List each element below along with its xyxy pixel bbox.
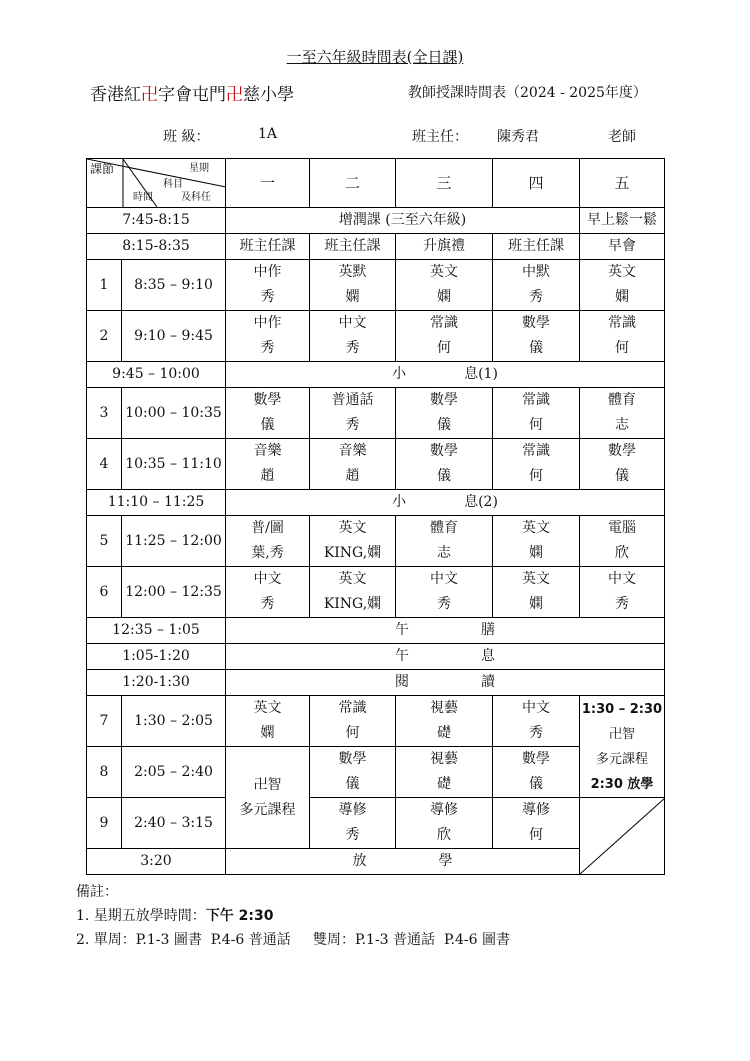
teacher: 欣 — [615, 545, 629, 561]
lunch-row — [87, 618, 665, 644]
subject: 常識 — [608, 315, 636, 331]
period-time: 11:25 – 12:00 — [122, 516, 226, 567]
friday-morning-cell: 早上鬆一鬆 — [580, 208, 665, 234]
rest-label: 午 — [395, 648, 409, 664]
class-teacher-name: 陳秀君 — [497, 129, 539, 145]
lesson-cell — [310, 696, 396, 747]
school-name-part: 字會屯門 — [158, 85, 226, 105]
lunch-label: 膳 — [481, 622, 495, 638]
subject: 中文 — [253, 571, 282, 587]
teacher: 嫻 — [529, 545, 543, 561]
period-number: 7 — [87, 696, 122, 747]
activity-cell: 升旗禮 — [396, 234, 493, 260]
lesson-cell — [226, 311, 310, 362]
teacher: 嫻 — [345, 289, 360, 305]
period-number: 8 — [87, 747, 122, 798]
period-time: 1:30 – 2:05 — [122, 696, 226, 747]
reading-cell — [226, 670, 665, 696]
break-cell — [226, 362, 665, 388]
period-number: 6 — [87, 567, 122, 618]
lesson-cell — [310, 798, 396, 849]
subject: 常識 — [522, 392, 550, 408]
lesson-cell — [580, 439, 665, 490]
teacher: 志 — [437, 545, 451, 561]
timetable — [86, 158, 665, 875]
period-time: 10:00 – 10:35 — [122, 388, 226, 439]
teacher: 儀 — [529, 340, 543, 356]
period-time: 2:05 – 2:40 — [122, 747, 226, 798]
notes-heading: 備註： — [76, 884, 118, 900]
teacher: 秀 — [260, 596, 275, 612]
subject: 導修 — [522, 802, 550, 818]
period-time: 12:00 – 12:35 — [122, 567, 226, 618]
period-time: 2:40 – 3:15 — [122, 798, 226, 849]
teacher: 秀 — [529, 725, 543, 741]
class-label: 班 級： — [163, 129, 210, 145]
subject: 英文 — [338, 571, 367, 587]
subject: 中文 — [430, 571, 458, 587]
dismissal-label: 學 — [438, 853, 453, 869]
class-teacher-suffix: 老師 — [608, 129, 636, 145]
teacher: 何 — [529, 827, 543, 843]
period-row — [87, 439, 665, 490]
monday-special-line: 卍智 — [253, 776, 282, 793]
period-number: 4 — [87, 439, 122, 490]
teacher: 儀 — [437, 417, 451, 433]
lesson-cell — [396, 696, 493, 747]
subject: 數學 — [522, 751, 550, 767]
header-teacher-label: 及科任 — [181, 192, 211, 203]
activity-cell: 早會 — [580, 234, 665, 260]
period-row — [87, 747, 665, 798]
time-cell: 1:05-1:20 — [87, 644, 226, 670]
day-tuesday: 二 — [310, 159, 396, 208]
lesson-cell — [493, 798, 580, 849]
rest-label: 息 — [481, 648, 495, 664]
lesson-cell — [226, 567, 310, 618]
lesson-cell — [580, 311, 665, 362]
lesson-cell — [580, 567, 665, 618]
subject: 數學 — [430, 443, 458, 459]
school-name — [90, 80, 294, 105]
teacher: 秀 — [260, 289, 275, 305]
subject: 普/圖 — [251, 520, 284, 536]
period-time: 10:35 – 11:10 — [122, 439, 226, 490]
activity-cell: 班主任課 — [226, 234, 310, 260]
teacher: KING,嫻 — [323, 545, 382, 561]
rest-cell — [226, 644, 665, 670]
note-item: 2. 單周：P.1-3 圖書 P.4-6 普通話 雙周：P.1-3 普通話 P.4-6 圖書 — [76, 932, 510, 948]
break-label: 小 — [392, 494, 407, 510]
break-label: 息(1) — [464, 366, 498, 382]
monday-special-cell — [226, 747, 310, 849]
time-cell: 3:20 — [87, 849, 226, 875]
friday-empty-cell — [580, 798, 665, 875]
subject: 中文 — [522, 700, 550, 716]
class-value: 1A — [258, 126, 278, 142]
note-item — [76, 904, 510, 928]
subject: 英文 — [608, 264, 636, 280]
lesson-cell — [396, 567, 493, 618]
lesson-cell — [226, 516, 310, 567]
teacher: 何 — [615, 340, 629, 356]
subject: 英文 — [253, 700, 282, 716]
lesson-cell — [226, 439, 310, 490]
teacher: 葉,秀 — [251, 545, 284, 561]
enrichment-cell: 增潤課 (三至六年級) — [226, 208, 580, 234]
period-row — [87, 696, 665, 747]
teacher: 礎 — [437, 725, 451, 741]
lesson-cell — [396, 388, 493, 439]
period-row — [87, 388, 665, 439]
subject: 中文 — [608, 571, 636, 587]
lesson-cell — [310, 747, 396, 798]
teacher: 志 — [615, 417, 629, 433]
lesson-cell — [493, 696, 580, 747]
diagonal-line — [580, 798, 665, 874]
friday-dismissal: 2:30 放學 — [590, 776, 654, 792]
teacher: 秀 — [345, 340, 360, 356]
teacher: 礎 — [437, 776, 451, 792]
teacher: 何 — [345, 725, 360, 741]
subject: 數學 — [608, 443, 636, 459]
teacher: 儀 — [345, 776, 360, 792]
teacher: 儀 — [437, 468, 451, 484]
friday-special-line: 多元課程 — [595, 751, 648, 767]
break-row — [87, 490, 665, 516]
time-cell: 9:45 – 10:00 — [87, 362, 226, 388]
dismissal-label: 放 — [352, 853, 367, 869]
teacher: 何 — [529, 417, 543, 433]
header-day-label: 星期 — [189, 163, 209, 174]
subject: 數學 — [522, 315, 550, 331]
lesson-cell — [493, 388, 580, 439]
teacher: 秀 — [615, 596, 629, 612]
lesson-cell — [493, 311, 580, 362]
subject: 體育 — [608, 392, 636, 408]
day-monday: 一 — [226, 159, 310, 208]
lunch-cell — [226, 618, 665, 644]
subject: 常識 — [522, 443, 550, 459]
period-time: 9:10 – 9:45 — [122, 311, 226, 362]
teacher: 嫻 — [615, 289, 629, 305]
period-time: 8:35 – 9:10 — [122, 260, 226, 311]
lesson-cell — [396, 798, 493, 849]
rest-row — [87, 644, 665, 670]
activity-cell: 班主任課 — [493, 234, 580, 260]
header-lesson-label: 課節 — [90, 162, 115, 176]
subject: 中作 — [253, 264, 282, 280]
lunch-label: 午 — [395, 622, 409, 638]
subject: 視藝 — [430, 751, 458, 767]
teacher: 秀 — [345, 827, 360, 843]
subject: 英文 — [522, 571, 550, 587]
table-row — [87, 208, 665, 234]
period-row — [87, 311, 665, 362]
subject: 數學 — [338, 751, 367, 767]
header-row — [87, 159, 665, 208]
teacher: 秀 — [529, 289, 543, 305]
lesson-cell — [580, 260, 665, 311]
lesson-cell — [310, 516, 396, 567]
period-number: 2 — [87, 311, 122, 362]
document-title: 一至六年級時間表(全日課) — [286, 48, 464, 66]
subject: 英文 — [430, 264, 458, 280]
subject: 中默 — [522, 264, 550, 280]
period-number: 9 — [87, 798, 122, 849]
lesson-cell — [310, 311, 396, 362]
teacher: 秀 — [260, 340, 275, 356]
lesson-cell — [493, 747, 580, 798]
header-subject-label: 科目 — [163, 179, 183, 190]
subject: 普通話 — [331, 392, 374, 408]
notes-section — [76, 880, 510, 952]
teacher: 嫻 — [437, 289, 451, 305]
subject: 視藝 — [430, 700, 458, 716]
teacher: 秀 — [345, 417, 360, 433]
break-label: 息(2) — [464, 494, 498, 510]
break-label: 小 — [392, 366, 407, 382]
friday-special-line: 卍智 — [608, 726, 635, 742]
lesson-cell — [396, 747, 493, 798]
period-row — [87, 567, 665, 618]
lesson-cell — [396, 516, 493, 567]
lesson-cell — [226, 696, 310, 747]
subject: 電腦 — [608, 520, 636, 536]
teacher: KING,嫻 — [323, 596, 382, 612]
note-highlight: 下午 2:30 — [205, 908, 274, 924]
period-row — [87, 798, 665, 849]
period-number: 5 — [87, 516, 122, 567]
subject: 英文 — [338, 520, 367, 536]
lesson-cell — [396, 311, 493, 362]
lesson-cell — [493, 439, 580, 490]
school-name-part: 香港紅 — [90, 85, 141, 105]
lesson-cell — [580, 388, 665, 439]
teacher: 趙 — [345, 468, 360, 484]
lesson-cell — [493, 260, 580, 311]
subject: 體育 — [430, 520, 458, 536]
subject: 常識 — [338, 700, 367, 716]
header-time-label: 時間 — [133, 192, 153, 203]
teacher: 嫻 — [529, 596, 543, 612]
subject: 英文 — [522, 520, 550, 536]
subject: 英默 — [338, 264, 367, 280]
friday-special-cell — [580, 696, 665, 798]
subject: 導修 — [430, 802, 458, 818]
teacher: 何 — [437, 340, 451, 356]
subject: 音樂 — [253, 443, 282, 459]
teacher: 欣 — [437, 827, 451, 843]
note-text: 1. 星期五放學時間： — [76, 908, 206, 924]
reading-row — [87, 670, 665, 696]
lesson-cell — [396, 439, 493, 490]
lesson-cell — [396, 260, 493, 311]
lesson-cell — [310, 388, 396, 439]
lesson-cell — [310, 260, 396, 311]
swastika-symbol: 卍 — [226, 85, 243, 105]
period-row — [87, 516, 665, 567]
teacher: 秀 — [437, 596, 451, 612]
subject: 音樂 — [338, 443, 367, 459]
time-cell: 8:15-8:35 — [87, 234, 226, 260]
dismissal-cell — [226, 849, 580, 875]
dismissal-row — [87, 849, 665, 875]
teacher: 何 — [529, 468, 543, 484]
lesson-cell — [310, 567, 396, 618]
table-row — [87, 234, 665, 260]
lesson-cell — [310, 439, 396, 490]
friday-special-time: 1:30 – 2:30 — [581, 701, 663, 717]
time-cell: 12:35 – 1:05 — [87, 618, 226, 644]
subject: 數學 — [430, 392, 458, 408]
activity-cell: 班主任課 — [310, 234, 396, 260]
subject: 中作 — [253, 315, 282, 331]
reading-label: 閱 — [395, 674, 409, 690]
time-cell: 7:45-8:15 — [87, 208, 226, 234]
school-name-part: 慈小學 — [243, 85, 294, 105]
monday-special-line: 多元課程 — [239, 801, 296, 818]
teacher: 趙 — [260, 468, 275, 484]
time-cell: 11:10 – 11:25 — [87, 490, 226, 516]
break-cell — [226, 490, 665, 516]
time-cell: 1:20-1:30 — [87, 670, 226, 696]
subject: 數學 — [253, 392, 282, 408]
timetable-subtitle: 教師授課時間表（2024 - 2025年度） — [408, 85, 647, 101]
period-number: 3 — [87, 388, 122, 439]
teacher: 儀 — [529, 776, 543, 792]
reading-label: 讀 — [481, 674, 495, 690]
lesson-cell — [226, 388, 310, 439]
break-row — [87, 362, 665, 388]
lesson-cell — [580, 516, 665, 567]
lesson-cell — [493, 516, 580, 567]
class-teacher-label: 班主任： — [412, 129, 468, 145]
lesson-cell — [226, 260, 310, 311]
subject: 常識 — [430, 315, 458, 331]
day-friday: 五 — [580, 159, 665, 208]
day-thursday: 四 — [493, 159, 580, 208]
day-wednesday: 三 — [396, 159, 493, 208]
teacher: 儀 — [260, 417, 275, 433]
subject: 中文 — [338, 315, 367, 331]
teacher: 嫻 — [260, 725, 275, 741]
swastika-symbol: 卍 — [141, 85, 158, 105]
period-row — [87, 260, 665, 311]
header-corner — [87, 159, 226, 208]
teacher: 儀 — [615, 468, 629, 484]
subject: 導修 — [338, 802, 367, 818]
period-number: 1 — [87, 260, 122, 311]
lesson-cell — [493, 567, 580, 618]
